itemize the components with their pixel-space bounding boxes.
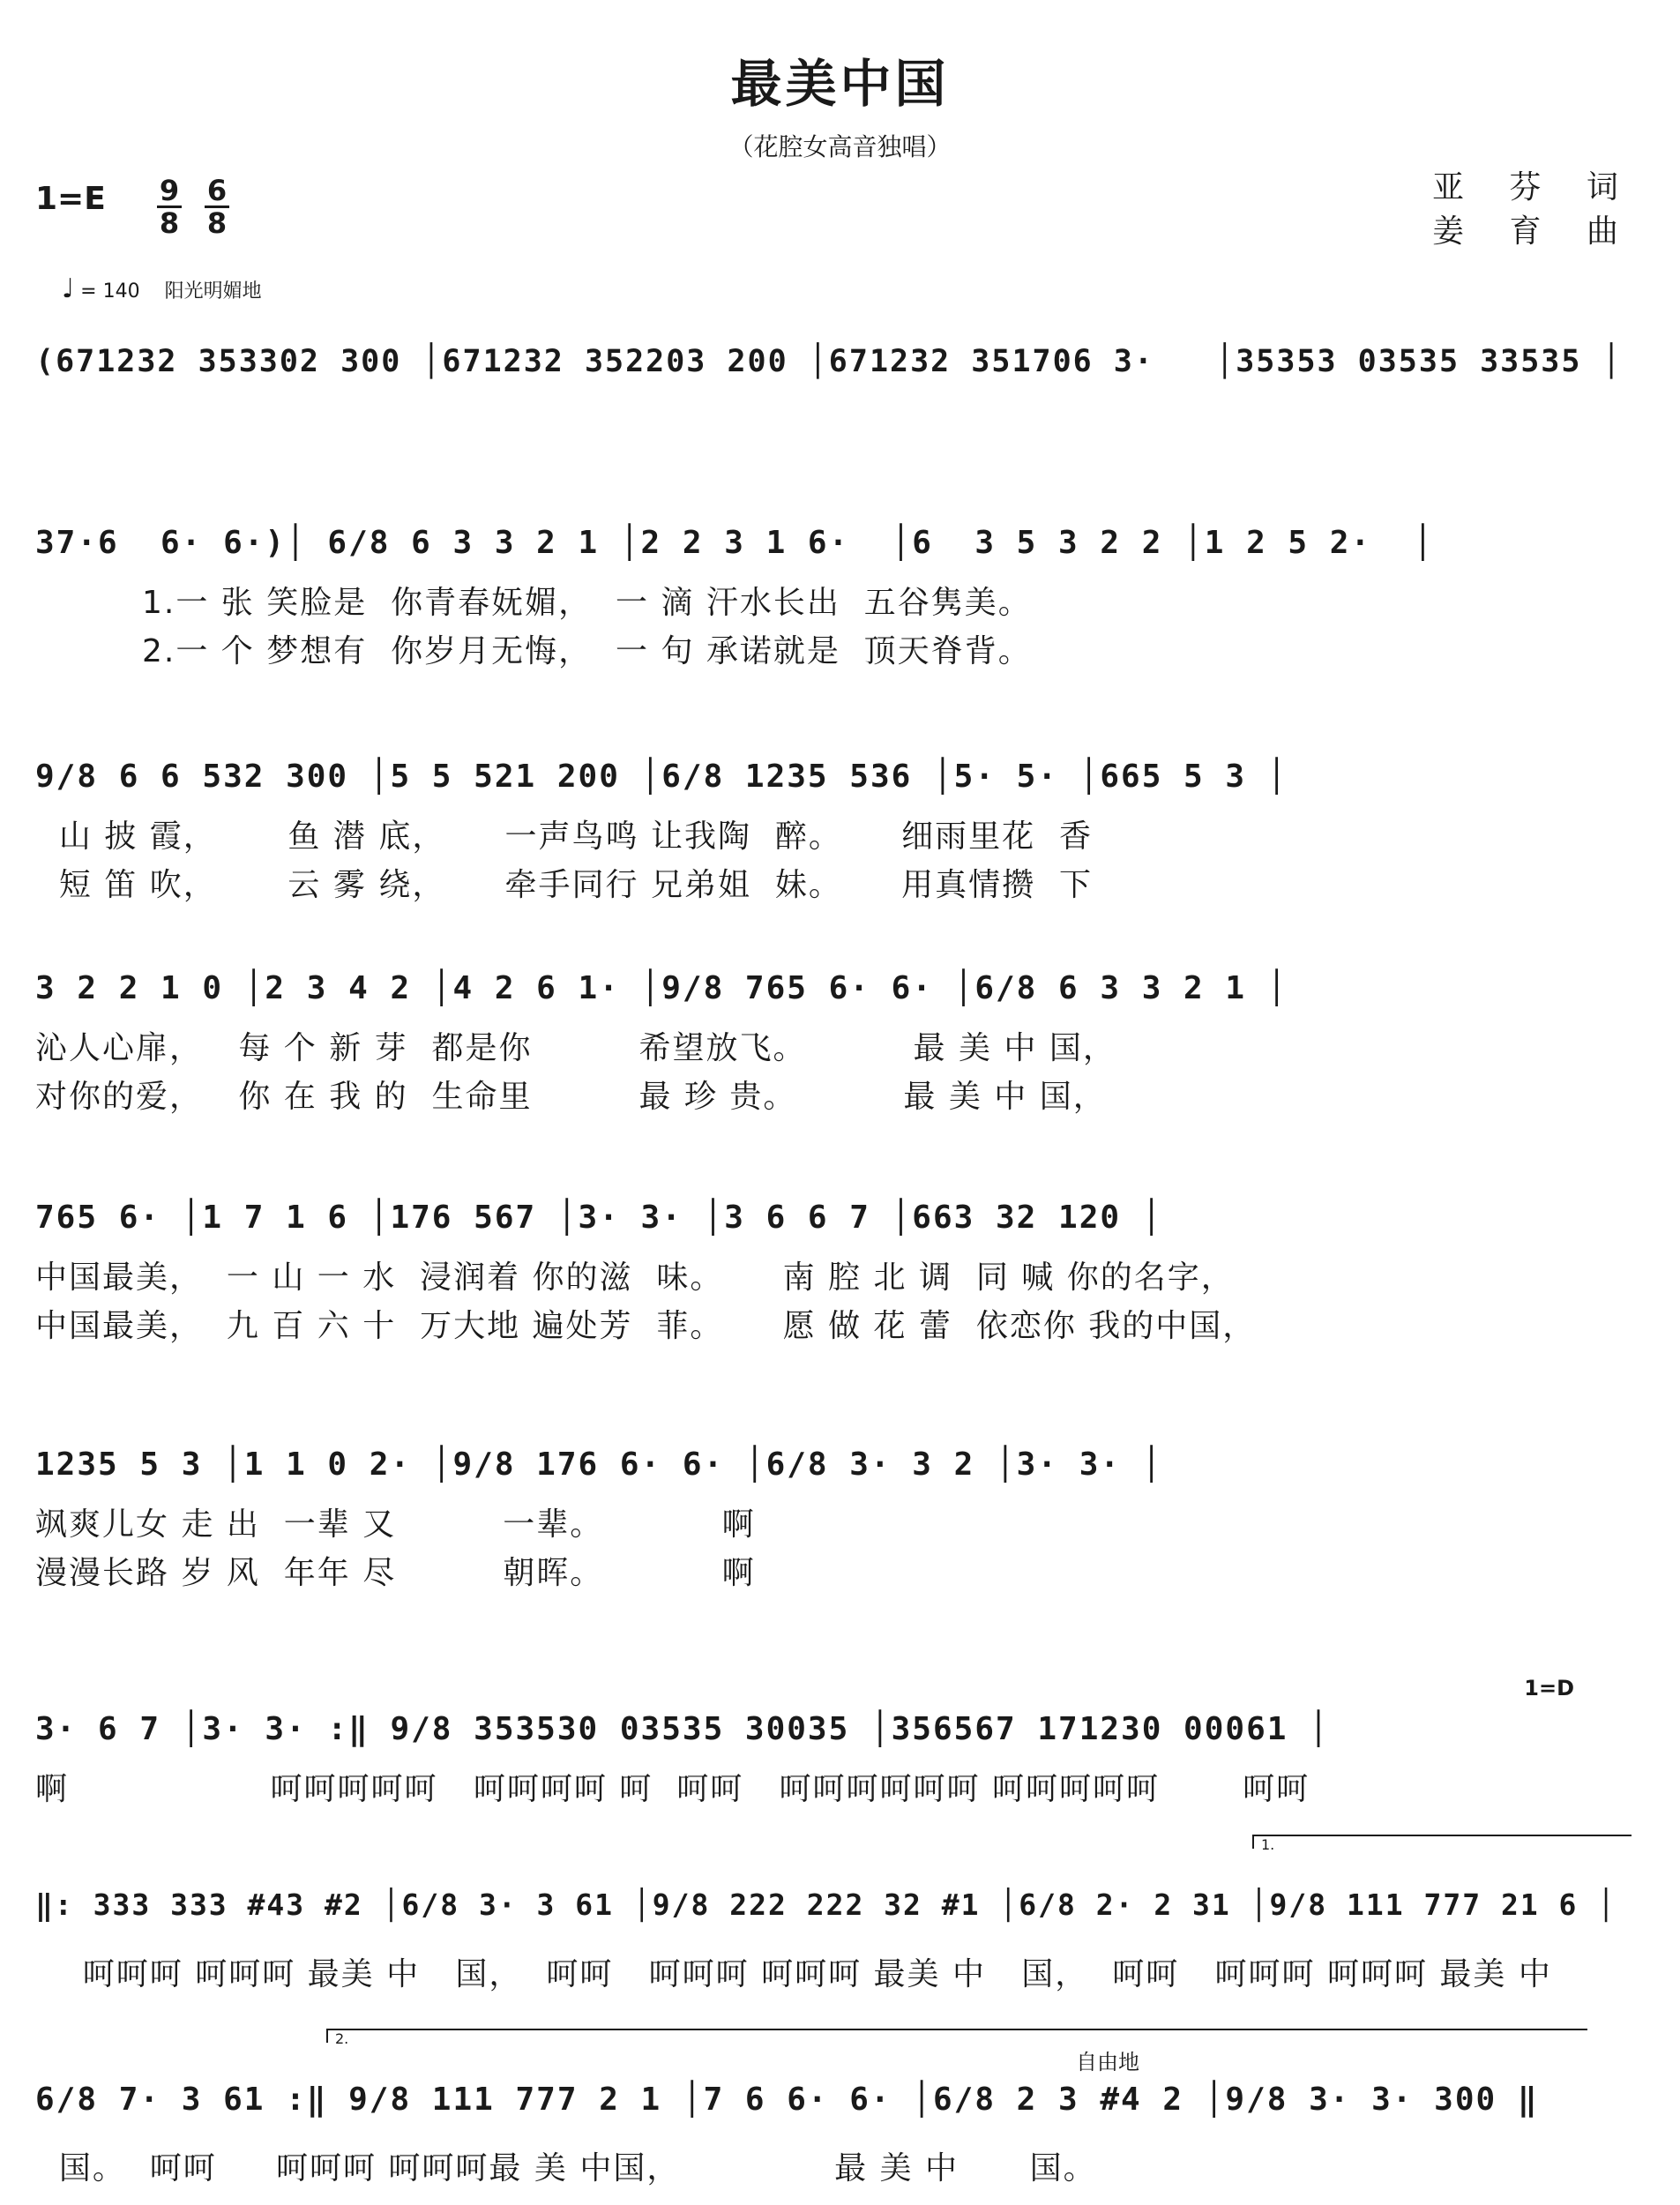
free-tempo-marking: 自由地 [1076,2050,1139,2074]
lyric-verse-2: 中国最美， 九 百 六 十 万大地 遍处芳 菲。 愿 做 花 蕾 依恋你 我的中国， [35,1308,1257,1344]
credits [1432,166,1636,254]
notation-line: 3 2 2 1 0 │2 3 4 2 │4 2 6 1· │9/8 765 6· 6· │6/8 6 3 3 2 1 │ [35,970,1288,1006]
composer-credit: 姜 育 曲 [1432,213,1636,250]
time-signature-6-8: 6 8 [205,176,229,237]
lyric-verse-2: 2.一 个 梦想有 你岁月无悔， 一 句 承诺就是 顶天脊背。 [35,633,1032,669]
score-system-6 [35,1438,1645,1605]
second-ending-bracket: 2. [326,2029,1587,2043]
notation-line: (671232 353302 300 │671232 352203 200 │671232 351706 3· │35353 03535 33535 │ [35,344,1623,379]
lyric-verse-2: 漫漫长路 岁 风 年年 尽 朝晖。 啊 [35,1555,756,1591]
first-ending-bracket: 1. [1252,1835,1631,1849]
lyric-line: 呵呵呵 呵呵呵 最美 中 国， 呵呵 呵呵呵 呵呵呵 最美 中 国， 呵呵 呵呵呵 呵呵呵 最美 中 [35,1956,1552,1992]
score-system-4 [35,961,1645,1129]
score-system-5 [35,1191,1645,1358]
tempo-marking [62,273,262,304]
score-system-3 [35,750,1645,917]
notation-line: ‖: 333 333 #43 #2 │6/8 3· 3 61 │9/8 222 222 32 #1 │6/8 2· 2 31 │9/8 111 777 21 6 │ [35,1887,1617,1922]
notation-line: 9/8 6 6 532 300 │5 5 521 200 │6/8 1235 536 │5· 5· │665 5 3 │ [35,759,1288,795]
time-signature-9-8: 9 8 [157,176,182,237]
tempo-expression: 阳光明媚地 [164,280,262,303]
lyric-verse-2: 短 笛 吹， 云 雾 绕， 牵手同行 兄弟姐 妹。 用真情攒 下 [35,867,1093,903]
lyric-line: 国。 呵呵 呵呵呵 呵呵呵最 美 中国， 最 美 中 国。 [35,2150,1097,2186]
lyricist-credit: 亚 芬 词 [1432,169,1636,206]
tempo-bpm: = 140 [80,280,140,303]
lyric-verse-1: 中国最美， 一 山 一 水 浸润着 你的滋 味。 南 腔 北 调 同 喊 你的名字， [35,1259,1235,1296]
lyric-verse-1: 沁人心扉， 每 个 新 芽 都是你 希望放飞。 最 美 中 国， [35,1030,1116,1066]
notation-line: 37·6 6· 6·)│ 6/8 6 3 3 2 1 │2 2 3 1 6· │6 3 5 3 2 2 │1 2 5 2· │ [35,525,1435,561]
score-system-7 [35,1676,1645,1808]
lyric-line: 啊 呵呵呵呵呵 呵呵呵呵 呵 呵呵 呵呵呵呵呵呵 呵呵呵呵呵 呵呵 [35,1771,1310,1807]
subtitle: （花腔女高音独唱） [728,132,952,161]
notation-line: 3· 6 7 │3· 3· :‖ 9/8 353530 03535 30035 │356567 171230 00061 │ [35,1711,1330,1747]
key-change: 1=D [1524,1676,1574,1700]
notation-line: 6/8 7· 3 61 :‖ 9/8 111 777 2 1 │7 6 6· 6· │6/8 2 3 #4 2 │9/8 3· 3· 300 ‖ [35,2082,1539,2118]
score-system-1 [35,326,1645,406]
page-title: 最美中国 [730,54,950,114]
notation-line: 1235 5 3 │1 1 0 2· │9/8 176 6· 6· │6/8 3· 3 2 │3· 3· │ [35,1446,1163,1483]
lyric-verse-1: 飒爽儿女 走 出 一辈 又 一辈。 啊 [35,1506,756,1543]
key-signature: 1=E [35,181,106,217]
score-system-8 [35,1835,1645,1992]
notation-line: 765 6· │1 7 1 6 │176 567 │3· 3· │3 6 6 7 │663 32 120 │ [35,1200,1163,1236]
score-system-9 [35,2029,1645,2187]
score-system-2 [35,516,1645,684]
lyric-verse-2: 对你的爱， 你 在 我 的 生命里 最 珍 贵。 最 美 中 国， [35,1079,1107,1115]
quarter-note-icon: ♩ [62,273,75,304]
lyric-verse-1: 1.一 张 笑脸是 你青春妩媚， 一 滴 汗水长出 五谷隽美。 [35,585,1032,621]
lyric-verse-1: 山 披 霞， 鱼 潜 底， 一声鸟鸣 让我陶 醉。 细雨里花 香 [35,818,1093,855]
